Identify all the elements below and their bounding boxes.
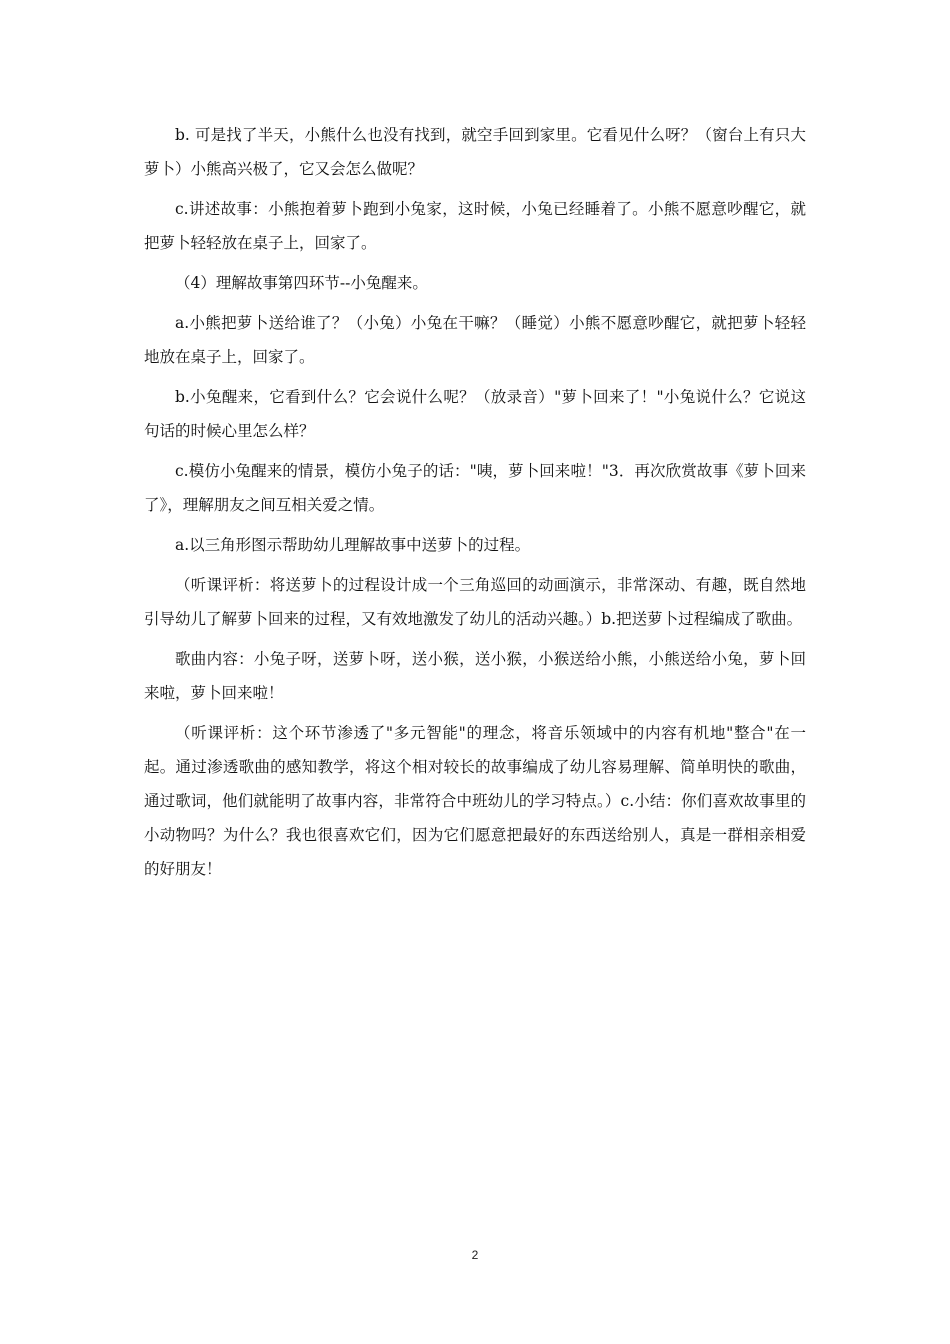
paragraph-commentary-2: （听课评析：这个环节渗透了"多元智能"的理念，将音乐领域中的内容有机地"整合"在一起。通过渗透歌曲的感知教学，将这个相对较长的故事编成了幼儿容易理解、简单明快的歌曲，通过歌词，他们就能明了故事内容，非常符合中班幼儿的学习特点。）c.小结：你们喜欢故事里的小动物吗？为什么？我也很喜欢它们，因为它们愿意把最好的东西送给别人，真是一群相亲相爱的好朋友！ bbox=[144, 724, 806, 878]
paragraph-story-b-no-find: b. 可是找了半天，小熊什么也没有找到，就空手回到家里。它看见什么呀？（窗台上有只大萝卜）小熊高兴极了，它又会怎么做呢？ bbox=[144, 126, 806, 178]
paragraph-part4-c: c.模仿小兔醒来的情景，模仿小兔子的话："咦，萝卜回来啦！"3．再次欣赏故事《萝卜回来了》，理解朋友之间互相关爱之情。 bbox=[144, 462, 806, 514]
paragraph-story-c-narrate: c.讲述故事：小熊抱着萝卜跑到小兔家，这时候，小兔已经睡着了。小熊不愿意吵醒它，就把萝卜轻轻放在桌子上，回家了。 bbox=[144, 200, 806, 252]
paragraph-part4-a: a.小熊把萝卜送给谁了？（小兔）小兔在干嘛？（睡觉）小熊不愿意吵醒它，就把萝卜轻轻地放在桌子上，回家了。 bbox=[144, 314, 806, 366]
paragraph-triangle-diagram: a.以三角形图示帮助幼儿理解故事中送萝卜的过程。 bbox=[175, 536, 531, 554]
paragraph-commentary-1: （听课评析：将送萝卜的过程设计成一个三角巡回的动画演示，非常深动、有趣，既自然地引导幼儿了解萝卜回来的过程，又有效地激发了幼儿的活动兴趣。）b.把送萝卜过程编成了歌曲。 bbox=[144, 576, 806, 628]
document-body bbox=[144, 118, 806, 892]
paragraph-part4-b: b.小兔醒来，它看到什么？它会说什么呢？（放录音）"萝卜回来了！"小兔说什么？它说这句话的时候心里怎么样？ bbox=[144, 388, 806, 440]
paragraph-song-lyrics: 歌曲内容：小兔子呀，送萝卜呀，送小猴，送小猴，小猴送给小熊，小熊送给小兔，萝卜回来啦，萝卜回来啦！ bbox=[144, 650, 806, 702]
section-heading-part-4: （4）理解故事第四环节--小兔醒来。 bbox=[175, 274, 428, 292]
page-number: 2 bbox=[471, 1248, 479, 1262]
